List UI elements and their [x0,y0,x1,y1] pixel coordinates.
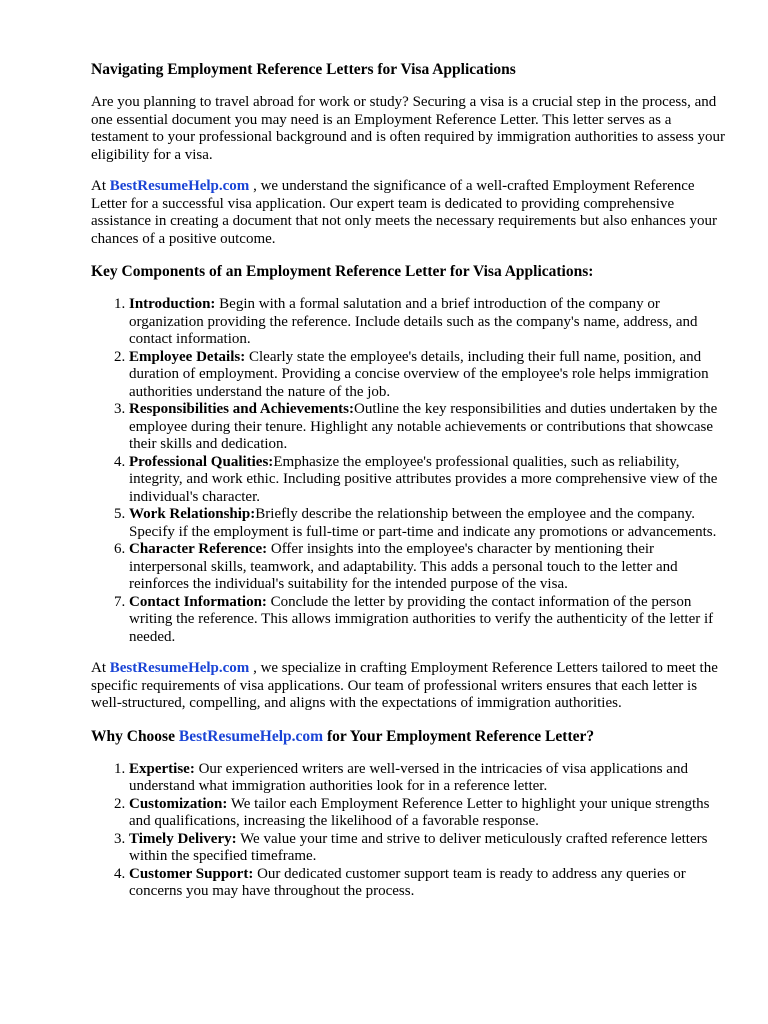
list-item-text: We value your time and strive to deliver meticulously crafted reference letters within the specified timeframe. [129,830,708,864]
specialize-prefix: At [91,660,106,676]
why-choose-heading [91,727,728,747]
list-item-term: Introduction: [129,296,216,312]
list-item-term: Character Reference: [129,541,268,557]
why-choose-list [91,761,728,901]
list-item-term: Responsibilities and Achievements: [129,401,355,417]
specialize-paragraph [91,660,728,713]
list-item [129,796,728,831]
brand-link[interactable]: BestResumeHelp.com [109,660,250,676]
list-item [129,594,728,647]
list-item-term: Timely Delivery: [129,830,237,847]
page-title: Navigating Employment Reference Letters for Visa Applications [91,61,516,78]
list-item [129,541,728,594]
list-item [129,761,728,796]
key-components-list [91,296,728,646]
about-paragraph [91,178,728,248]
list-item-text: We tailor each Employment Reference Letter to highlight your unique strengths and qualifications, increasing the likelihood of a favorable response. [129,795,710,829]
list-item-text: Emphasize the employee's professional qualities, such as reliability, integrity, and work ethic. Including positive attributes provides a more comprehensive view of the individual's character. [129,453,718,505]
why-choose-prefix: Why Choose [91,727,175,745]
list-item-term: Expertise: [129,760,195,777]
list-item-term: Employee Details: [129,348,246,365]
list-item-text: Conclude the letter by providing the contact information of the person writing the reference. This allows immigration authorities to verify the authenticity of the letter if needed. [129,593,714,645]
list-item-term: Work Relationship: [129,506,256,522]
specialize-text: , we specialize in crafting Employment Reference Letters tailored to meet the specific requirements of visa applications. Our team of professional writers ensures that each letter is well-structured, compelling, and aligns with the expectations of immigration authorities. [91,660,718,711]
list-item-text: Begin with a formal salutation and a brief introduction of the company or organization providing the reference. Include details such as the company's name, address, and contact information. [129,296,698,347]
why-choose-suffix: for Your Employment Reference Letter? [326,727,595,745]
list-item-text: Our experienced writers are well-versed in the intricacies of visa applications and understand what immigration authorities look for in a reference letter. [129,760,688,794]
brand-link[interactable]: BestResumeHelp.com [109,178,250,194]
list-item [129,349,728,402]
list-item-text: Clearly state the employee's details, including their full name, position, and duration of employment. Providing a concise overview of the employee's role helps immigration authorities understand the nature of the job. [129,348,709,400]
about-text: , we understand the significance of a well-crafted Employment Reference Letter for a successful visa application. Our expert team is dedicated to providing comprehensive assistance in creating a document that not only meets the necessary requirements but also enhances your chances of a positive outcome. [91,178,718,247]
list-item [129,831,728,866]
list-item-term: Professional Qualities: [129,453,274,470]
list-item [129,866,728,901]
list-item-text: Our dedicated customer support team is ready to address any queries or concerns you may have throughout the process. [129,865,686,899]
list-item [129,454,728,507]
list-item [129,506,728,541]
list-item-text: Briefly describe the relationship between the employee and the company. Specify if the employment is full-time or part-time and indicate any promotions or advancements. [129,506,717,540]
list-item-text: Offer insights into the employee's character by mentioning their interpersonal skills, teamwork, and adaptability. This adds a personal touch to the letter and reinforces the individual's suitability for the intended purpose of the visa. [129,541,678,592]
list-item-text: Outline the key responsibilities and duties undertaken by the employee during their tenure. Highlight any notable achievements or contributions that showcase their skills and dedication. [129,401,718,452]
intro-paragraph: Are you planning to travel abroad for work or study? Securing a visa is a crucial step in the process, and one essential document you may need is an Employment Reference Letter. This letter serves as a testament to your professional background and is often required by immigration authorities to assess your eligibility for a visa. [91,94,726,163]
list-item-term: Customization: [129,795,228,812]
list-item-term: Contact Information: [129,593,267,610]
about-prefix: At [91,178,106,194]
list-item [129,296,728,349]
key-components-heading: Key Components of an Employment Reference Letter for Visa Applications: [91,263,594,280]
list-item-term: Customer Support: [129,865,254,882]
list-item [129,401,728,454]
brand-link[interactable]: BestResumeHelp.com [178,727,324,745]
